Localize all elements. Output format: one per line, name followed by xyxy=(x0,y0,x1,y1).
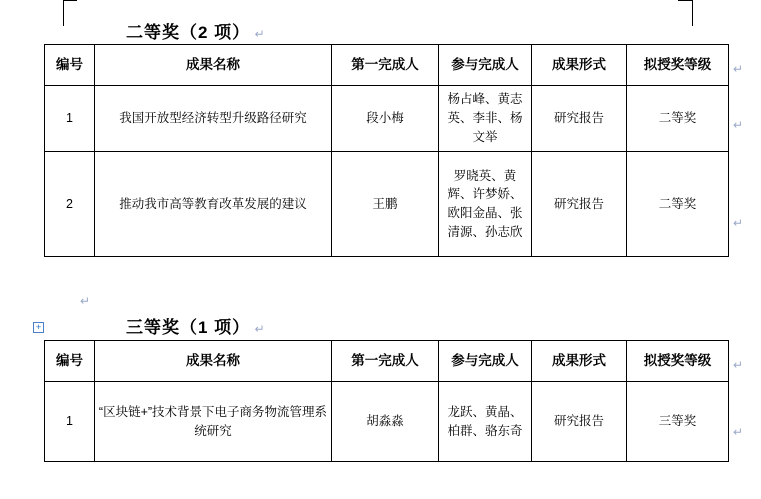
cell-award: 二等奖 xyxy=(627,152,729,257)
column-header-name: 成果名称 xyxy=(95,45,332,86)
cell-name: 推动我市高等教育改革发展的建议 xyxy=(95,152,332,257)
cell-form: 研究报告 xyxy=(532,382,627,462)
table-header-row xyxy=(45,341,729,382)
column-header-form: 成果形式 xyxy=(532,45,627,86)
section-title-text: 三等奖（1 项） xyxy=(126,318,251,337)
page-corner-top-left-bar xyxy=(63,0,77,1)
cell-participants: 罗晓英、黄辉、许梦娇、欧阳金晶、张清源、孙志欣 xyxy=(439,152,532,257)
paragraph-mark-icon: ↵ xyxy=(733,358,744,372)
cell-first-author: 王鹏 xyxy=(332,152,439,257)
table-third-prize xyxy=(44,340,729,462)
paragraph-mark-icon: ↵ xyxy=(733,425,744,439)
column-header-first-author: 第一完成人 xyxy=(332,45,439,86)
page-corner-top-right-bar xyxy=(678,0,693,1)
paragraph-mark-icon: ↵ xyxy=(254,26,265,41)
column-header-no: 编号 xyxy=(45,45,95,86)
page-corner-top-right xyxy=(692,0,693,26)
cell-no: 1 xyxy=(45,86,95,152)
paragraph-mark-icon: ↵ xyxy=(254,321,265,336)
column-header-award: 拟授奖等级 xyxy=(627,341,729,382)
cell-participants: 杨占峰、黄志英、李非、杨文举 xyxy=(439,86,532,152)
table-row xyxy=(45,382,729,462)
cell-first-author: 段小梅 xyxy=(332,86,439,152)
cell-participants: 龙跃、黄晶、柏群、骆东奇 xyxy=(439,382,532,462)
column-header-form: 成果形式 xyxy=(532,341,627,382)
cell-no: 1 xyxy=(45,382,95,462)
section-title-text: 二等奖（2 项） xyxy=(126,23,251,42)
table-row xyxy=(45,152,729,257)
column-header-first-author: 第一完成人 xyxy=(332,341,439,382)
section-title-second-prize xyxy=(126,18,265,43)
paragraph-mark-icon: ↵ xyxy=(733,62,744,76)
column-header-participants: 参与完成人 xyxy=(439,341,532,382)
table-header-row xyxy=(45,45,729,86)
paragraph-mark-icon: ↵ xyxy=(733,118,744,132)
table-move-handle-icon[interactable]: + xyxy=(33,322,44,333)
cell-award: 二等奖 xyxy=(627,86,729,152)
column-header-no: 编号 xyxy=(45,341,95,382)
table-row xyxy=(45,86,729,152)
cell-no: 2 xyxy=(45,152,95,257)
section-title-third-prize xyxy=(126,313,265,338)
cell-name: “区块链+”技术背景下电子商务物流管理系统研究 xyxy=(95,382,332,462)
paragraph-mark-icon: ↵ xyxy=(733,216,744,230)
column-header-name: 成果名称 xyxy=(95,341,332,382)
cell-form: 研究报告 xyxy=(532,86,627,152)
column-header-award: 拟授奖等级 xyxy=(627,45,729,86)
table-second-prize xyxy=(44,44,729,257)
cell-form: 研究报告 xyxy=(532,152,627,257)
column-header-participants: 参与完成人 xyxy=(439,45,532,86)
cell-name: 我国开放型经济转型升级路径研究 xyxy=(95,86,332,152)
cell-first-author: 胡淼淼 xyxy=(332,382,439,462)
paragraph-mark-icon: ↵ xyxy=(80,294,91,308)
page-corner-top-left xyxy=(63,0,86,26)
cell-award: 三等奖 xyxy=(627,382,729,462)
